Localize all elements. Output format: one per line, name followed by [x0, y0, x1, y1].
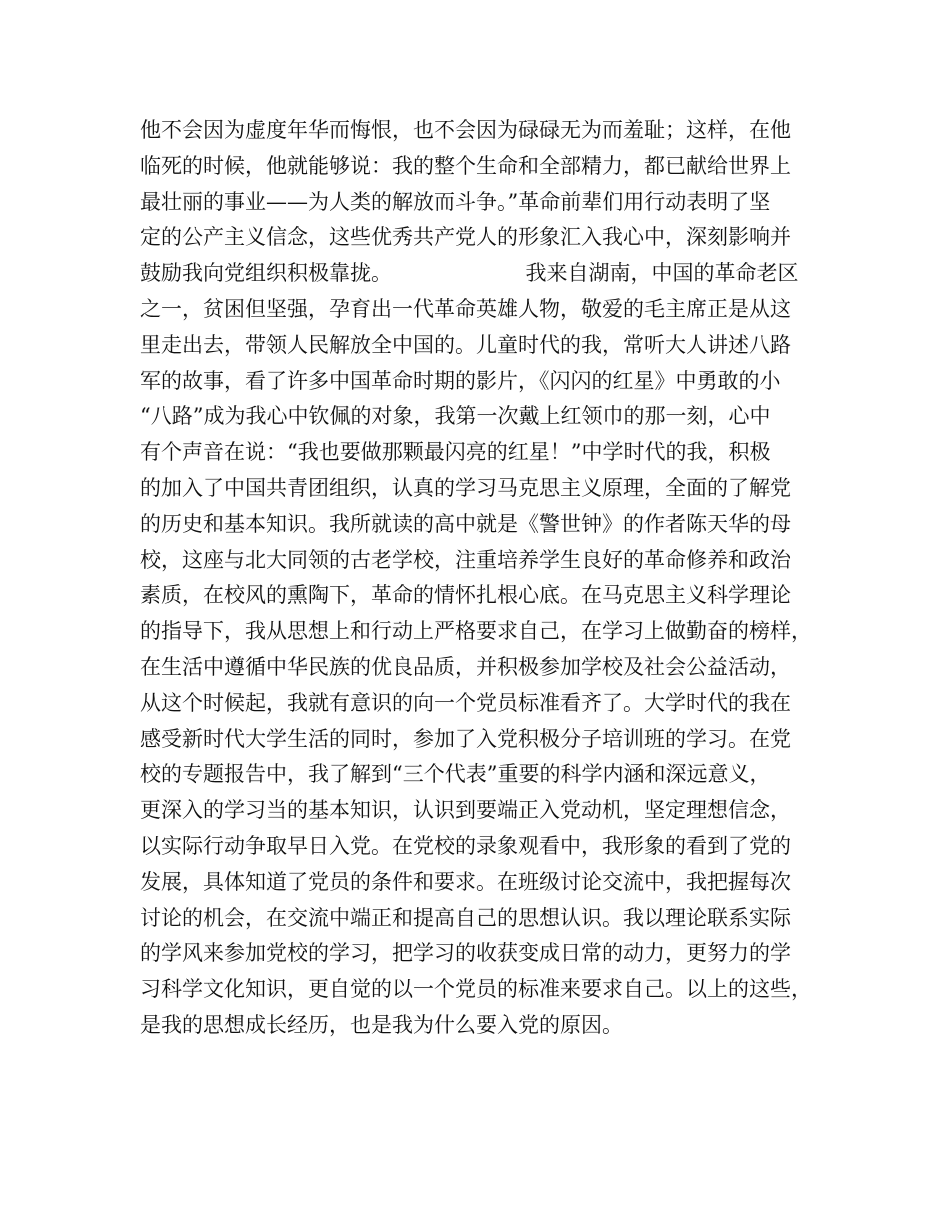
text-line: 有个声音在说：“我也要做那颗最闪亮的红星！”中学时代的我，积极 [140, 440, 771, 465]
text-line: 定的公产主义信念，这些优秀共产党人的形象汇入我心中，深刻影响并 [140, 225, 791, 250]
text-line: 之一，贫困但坚强，孕育出一代革命英雄人物，敬爱的毛主席正是从这 [140, 296, 791, 321]
text-line: 的指导下，我从思想上和行动上严格要求自己，在学习上做勤奋的榜样， [140, 619, 812, 644]
text-line: 的学风来参加党校的学习，把学习的收获变成日常的动力，更努力的学 [140, 941, 791, 966]
text-line: 最壮丽的事业——为人类的解放而斗争。”革命前辈们用行动表明了坚 [140, 189, 771, 214]
text-line: 习科学文化知识，更自觉的以一个党员的标准来要求自己。以上的这些， [140, 977, 812, 1002]
text-line: 感受新时代大学生活的同时，参加了入党积极分子培训班的学习。在党 [140, 726, 791, 751]
text-line: 的加入了中国共青团组织，认真的学习马克思主义原理，全面的了解党 [140, 475, 791, 500]
text-line: 校的专题报告中，我了解到“三个代表”重要的科学内涵和深远意义， [140, 762, 771, 787]
text-line: 他不会因为虚度年华而悔恨，也不会因为碌碌无为而羞耻；这样，在他 [140, 118, 791, 142]
text-line: 发展，具体知道了党员的条件和要求。在班级讨论交流中，我把握每次 [140, 869, 791, 894]
text-line: 以实际行动争取早日入党。在党校的录象观看中，我形象的看到了党的 [140, 833, 791, 858]
text-line: 里走出去，带领人民解放全中国的。儿童时代的我，常听大人讲述八路 [140, 332, 791, 357]
text-line: 军的故事，看了许多中国革命时期的影片，《闪闪的红星》中勇敢的小 [140, 368, 781, 393]
text-line: 鼓励我向党组织积极靠拢。 我来自湖南，中国的革命老区 [140, 261, 799, 286]
text-line: 校，这座与北大同领的古老学校，注重培养学生良好的革命修养和政治 [140, 547, 791, 572]
text-line: 素质，在校风的熏陶下，革命的情怀扎根心底。在马克思主义科学理论 [140, 583, 791, 608]
text-line: 更深入的学习当的基本知识，认识到要端正入党动机，坚定理想信念， [140, 798, 791, 823]
text-line: 临死的时候，他就能够说：我的整个生命和全部精力，都已献给世界上 [140, 153, 791, 178]
text-line: 的历史和基本知识。我所就读的高中就是《警世钟》的作者陈天华的母 [140, 511, 791, 536]
text-line: 讨论的机会，在交流中端正和提高自己的思想认识。我以理论联系实际 [140, 905, 791, 930]
body-text [140, 113, 840, 1044]
text-line: 是我的思想成长经历，也是我为什么要入党的原因。 [140, 1012, 623, 1037]
text-line: “八路”成为我心中钦佩的对象，我第一次戴上红领巾的那一刻，心中 [140, 404, 771, 429]
text-line: 从这个时候起，我就有意识的向一个党员标准看齐了。大学时代的我在 [140, 690, 791, 715]
text-line: 在生活中遵循中华民族的优良品质，并积极参加学校及社会公益活动， [140, 654, 791, 679]
